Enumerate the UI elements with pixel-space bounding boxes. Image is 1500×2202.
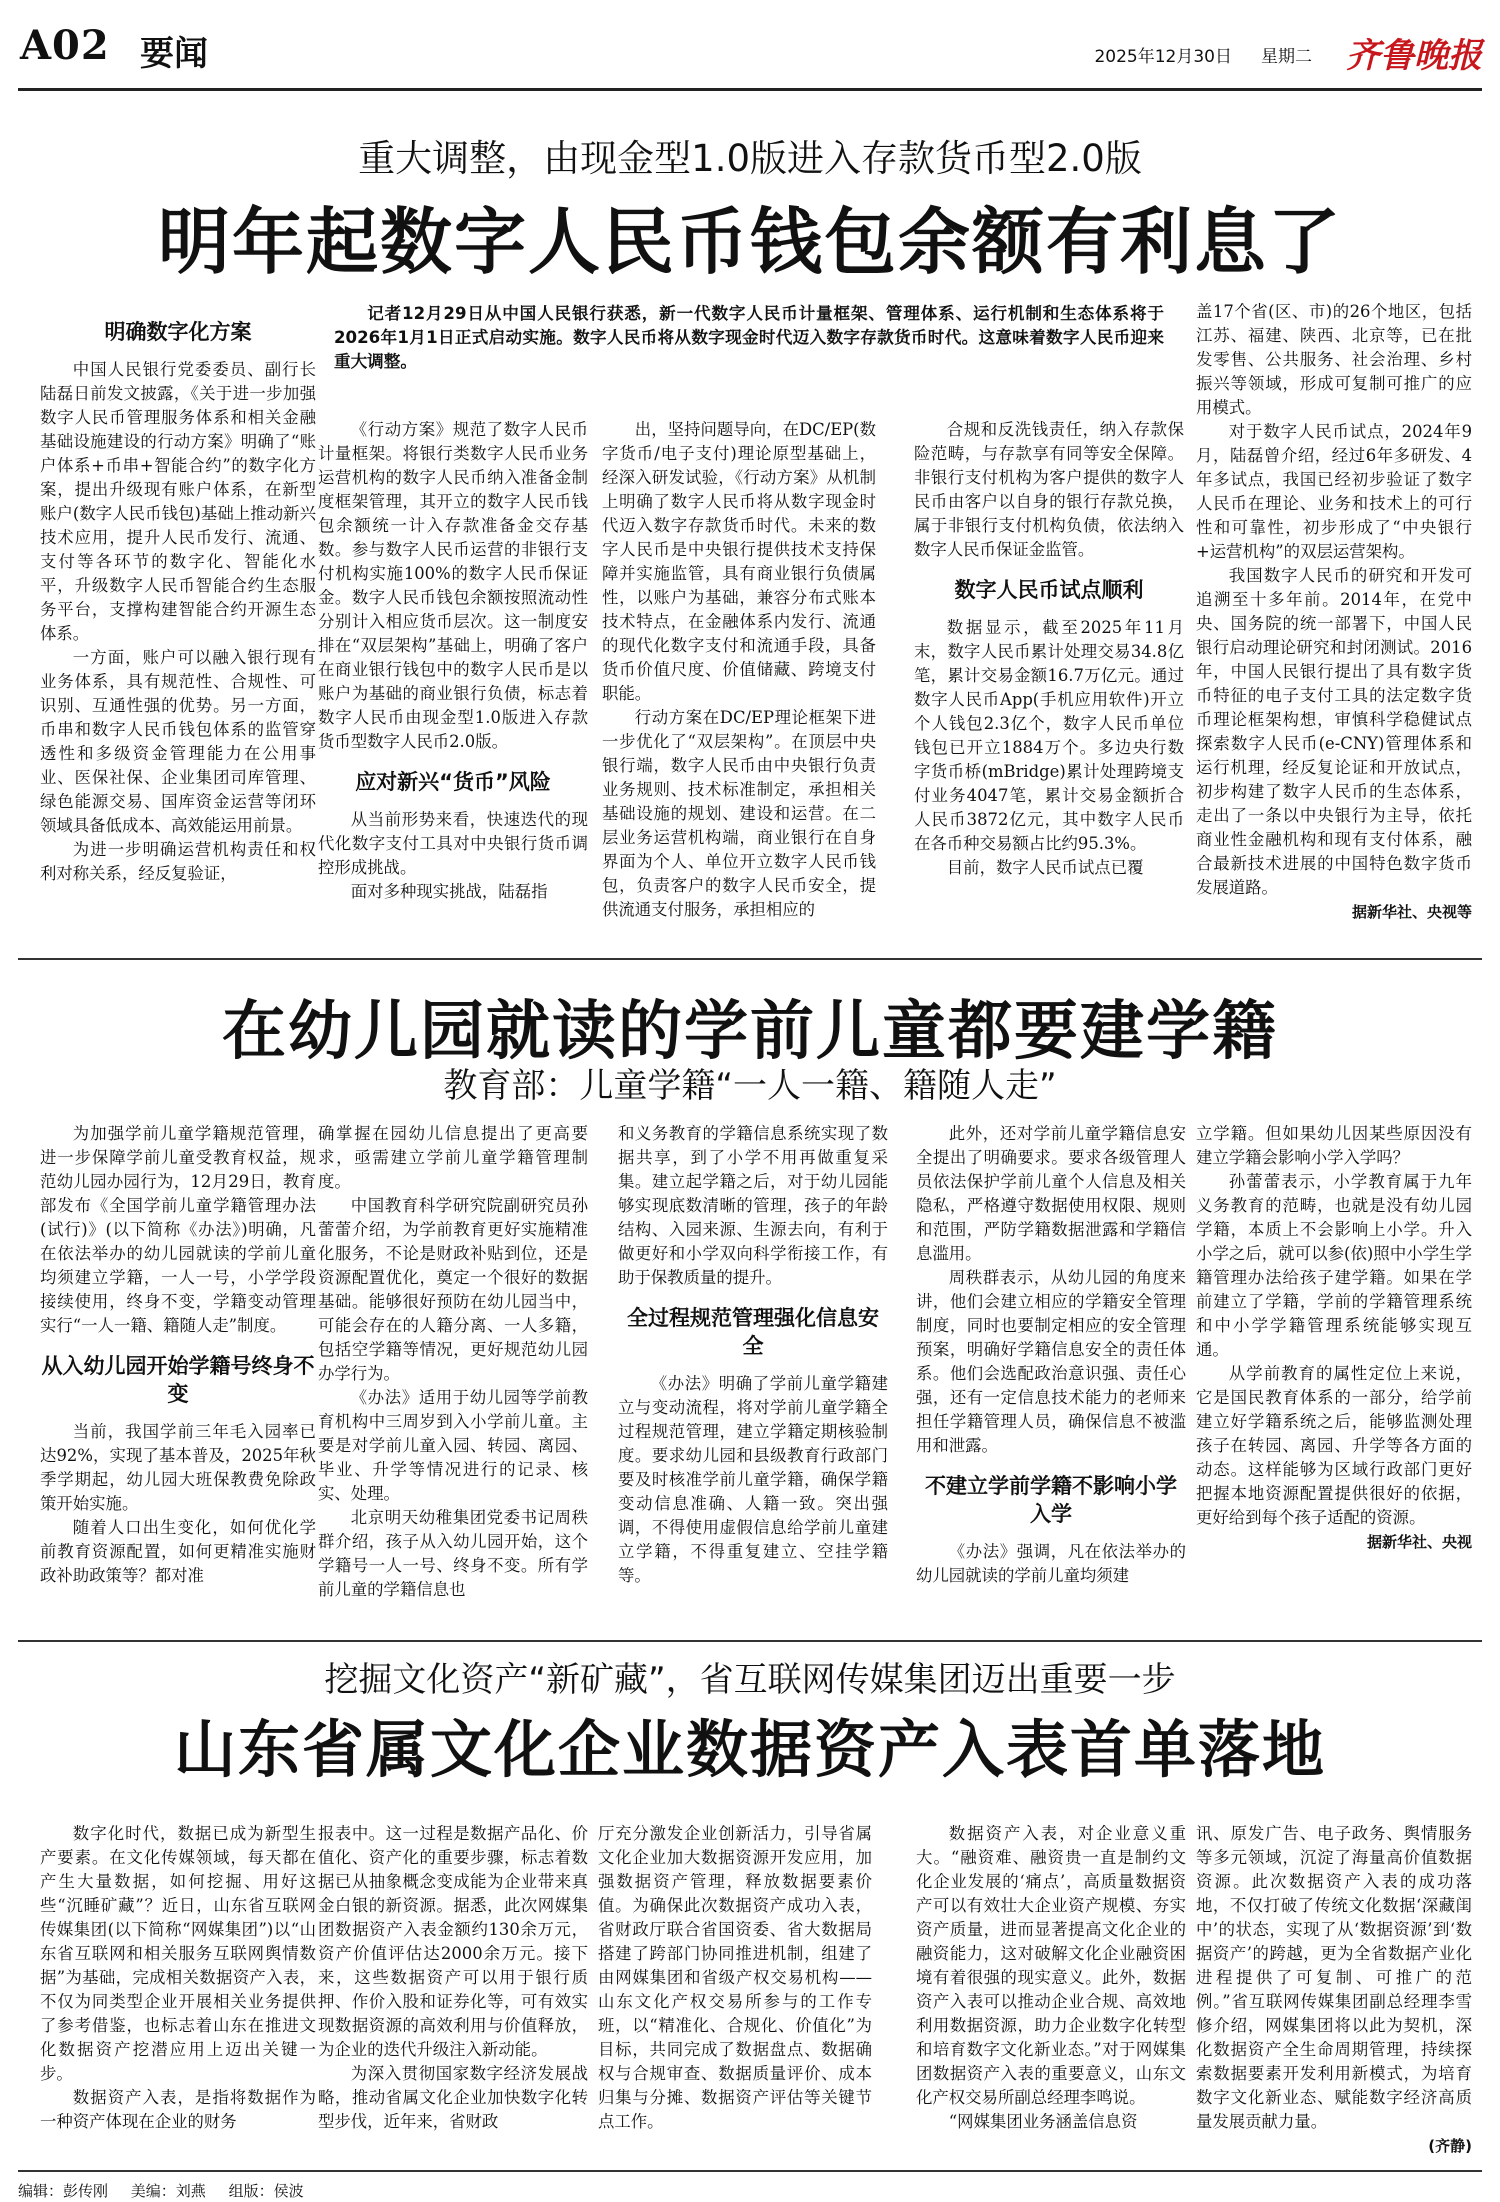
article1-paragraph: 行动方案在DC/EP理论框架下进一步优化了“双层架构”。在顶层中央银行端，数字人民币由中央银行负责业务规则、技术标准制定，承担相关基础设施的规划、建设和运营。在二层业务运营机构端，商业银行在自身界面为个人、单位开立数字人民币钱包，负责客户的数字人民币安全，提供流通支付服务，承担相应的 <box>602 708 876 919</box>
article3-paragraph: 厅充分激发企业创新活力，引导省属文化企业加大数据资源开发应用，加强数据资产管理，释放数据要素价值。为确保此次数据资产成功入表，省财政厅联合省国资委、省大数据局搭建了跨部门协同推进机制，组建了由网媒集团和省级产权交易机构——山东文化产权交易所参与的工作专班，以“精准化、合规化、价值化”为目标，共同完成了数据盘点、数据确权与合规审查、数据质量评价、成本归集与分摊、数据资产评估等关键节点工作。 <box>598 1824 872 2131</box>
article2-paragraph: 《办法》适用于幼儿园等学前教育机构中三周岁到入小学前儿童。主要是对学前儿童入园、转园、离园、毕业、升学等情况进行的记录、核实、处理。 <box>318 1388 588 1503</box>
article2-paragraph: 北京明天幼稚集团党委书记周秩群介绍，孩子从入幼儿园开始，这个学籍号一人一号、终身不变。所有学前儿童的学籍信息也 <box>318 1508 588 1599</box>
section-divider <box>18 958 1482 960</box>
article1-paragraph: 一方面，账户可以融入银行现有业务体系，具有规范性、合规性、可识别、互通性强的优势。另一方面，币串和数字人民币钱包体系的监管穿透性和多级资金管理能力在公用事业、医保社保、企业集团司库管理、绿色能源交易、国库资金运营等闭环领域具备低成本、高效能运用前景。 <box>40 648 316 835</box>
article2-paragraph: 周秩群表示，从幼儿园的角度来讲，他们会建立相应的学籍安全管理制度，同时也要制定相应的安全管理预案，明确好学籍信息安全的责任体系。他们会选配政治意识强、责任心强，还有一定信息技术能力的老师来担任学籍管理人员，确保信息不被滥用和泄露。 <box>916 1268 1186 1455</box>
article2-paragraph: 中国教育科学研究院副研究员孙蕾蕾介绍，为学前教育更好实施精准化服务，不论是财政补贴到位，还是资源配置优化，奠定一个很好的数据基础。能够很好预防在幼儿园当中，可能会存在的人籍分离、一人多籍，包括空学籍等情况，更好规范幼儿园办学行为。 <box>318 1196 588 1383</box>
article2-subheading-2: 全过程规范管理强化信息安全 <box>627 1306 879 1358</box>
article2-paragraph: 随着人口出生变化，如何优化学前教育资源配置，如何更精准实施财政补助政策等？都对准 <box>40 1518 316 1585</box>
article3-column-4 <box>916 1822 1186 2162</box>
article2-paragraph: 当前，我国学前三年毛入园率已达92%，实现了基本普及，2025年秋季学期起，幼儿园大班保教费免除政策开始实施。 <box>40 1422 316 1513</box>
article1-paragraph: 盖17个省(区、市)的26个地区，包括江苏、福建、陕西、北京等，已在批发零售、公共服务、社会治理、乡村振兴等领域，形成可复制可推广的应用模式。 <box>1196 302 1472 417</box>
article3-column-5 <box>1196 1822 1472 2162</box>
editor-credit: 编辑：彭传刚 <box>18 2182 109 2200</box>
article1-title: 明年起数字人民币钱包余额有利息了 <box>157 199 1342 284</box>
article2-paragraph: 立学籍。但如果幼儿因某些原因没有建立学籍会影响小学入学吗？ <box>1196 1124 1472 1167</box>
article3-title: 山东省属文化企业数据资产入表首单落地 <box>173 1713 1326 1786</box>
article3-column-2 <box>318 1822 588 2162</box>
article1-subheading-1: 明确数字化方案 <box>104 320 252 344</box>
article3-kicker: 挖掘文化资产“新矿藏”，省互联网传媒集团迈出重要一步 <box>324 1660 1176 1700</box>
article1-paragraph: 目前，数字人民币试点已覆 <box>946 858 1144 877</box>
article3-paragraph: 为深入贯彻国家数字经济发展战略，推动省属文化企业加快数字化转型步伐，近年来，省财政 <box>318 2064 588 2131</box>
section-divider <box>18 1640 1482 1642</box>
page-footer <box>18 2170 1482 2201</box>
article1-paragraph: 我国数字人民币的研究和开发可追溯至十多年前。2014年，在党中央、国务院的统一部署下，中国人民银行启动理论研究和封闭测试。2016年，中国人民银行提出了具有数字货币特征的电子支付工具的法定数字货币理论框架构想，审慎科学稳健试点探索数字人民币(e-CNY)管理体系和运行机理，经反复论证和开放试点，初步构建了数字人民币的生态体系，走出了一条以中央银行为主导，依托商业性金融机构和现有支付体系，融合最新技术进展的中国特色数字货币发展道路。 <box>1196 566 1472 897</box>
article3-paragraph: 讯、原发广告、电子政务、舆情服务等多元领域，沉淀了海量高价值数据资源。此次数据资产入表的成功落地，不仅打破了传统文化数据‘深藏闺中’的状态，实现了从‘数据资源’到‘数据资产’的跨越，更为全省数据产业化进程提供了可复制、可推广的范例。”省互联网传媒集团副总经理李雪修介绍，网媒集团将以此为契机，深化数据资产全生命周期管理，持续探索数据要素开发利用新模式，为培育数字文化新业态、赋能数字经济高质量发展贡献力量。 <box>1196 1824 1472 2131</box>
article2-subheading-3: 不建立学前学籍不影响小学入学 <box>925 1474 1177 1526</box>
article2-title: 在幼儿园就读的学前儿童都要建学籍 <box>222 994 1278 1069</box>
article2-paragraph: 《办法》强调，凡在依法举办的幼儿园就读的学前儿童均须建 <box>916 1542 1186 1585</box>
article1-paragraph: 出，坚持问题导向，在DC/EP(数字货币/电子支付)理论原型基础上，经深入研发试验，《行动方案》从机制上明确了数字人民币将从数字现金时代迈入数字存款货币时代。未来的数字人民币是中央银行提供技术支持保障并实施监管，具有商业银行负债属性，以账户为基础，兼容分布式账本技术特点，在金融体系内发行、流通的现代化数字支付和流通手段，具备货币价值尺度、价值储藏、跨境支付职能。 <box>602 420 876 703</box>
article1-column-3 <box>602 418 876 940</box>
article1-column-1 <box>40 318 316 940</box>
article2-paragraph: 和义务教育的学籍信息系统实现了数据共享，到了小学不用再做重复采集。建立起学籍之后，对于幼儿园能够实现底数清晰的管理，孩子的年龄结构、入园来源、生源去向，有利于做更好和小学双向科学衔接工作，有助于保教质量的提升。 <box>618 1124 888 1287</box>
article1-kicker: 重大调整，由现金型1.0版进入存款货币型2.0版 <box>358 137 1142 180</box>
article3-paragraph: 报表中。这一过程是数据产品化、价值化、资产化的重要步骤，标志着数据已从抽象概念变成能为企业带来真金白银的新资源。据悉，此次网媒集团数据资产入表金额约130余万元，资产价值评估达2000余万元。接下来，这些数据资产可以用于银行质押、作价入股和证券化等，可有效实现数据资源的高效利用与价值释放，为企业的迭代升级注入新动能。 <box>318 1824 588 2059</box>
article2-paragraph: 从学前教育的属性定位上来说，它是国民教育体系的一部分，给学前建立好学籍系统之后，能够监测处理孩子在转园、离园、升学等各方面的动态。这样能够为区域行政部门更好把握本地资源配置提供很好的依据，更好给到每个孩子适配的资源。 <box>1196 1364 1472 1527</box>
article3-column-1 <box>40 1822 316 2162</box>
article3-paragraph: 数据资产入表，对企业意义重大。“融资难、融资贵一直是制约文化企业发展的‘痛点’，高质量数据资产可以有效壮大企业资产规模、夯实资产质量，进而显著提高文化企业的融资能力，这对破解文化企业融资困境有着很强的现实意义。此外，数据资产入表可以推动企业合规、高效地利用数据资源，助力企业数字化转型和培育数字文化新业态。”对于网媒集团数据资产入表的重要意义，山东文化产权交易所副总经理李鸣说。 <box>916 1824 1186 2107</box>
article1-column-5 <box>1196 300 1472 940</box>
article1-paragraph: 对于数字人民币试点，2024年9月，陆磊曾介绍，经过6年多研发、4年多试点，我国已经初步验证了数字人民币在理论、业务和技术上的可行性和可靠性，初步形成了“中央银行+运营机构”的双层运营架构。 <box>1196 422 1472 561</box>
article1-paragraph: 《行动方案》规范了数字人民币计量框架。将银行类数字人民币业务运营机构的数字人民币纳入准备金制度框架管理，其开立的数字人民币钱包余额统一计入存款准备金交存基数。参与数字人民币运营的非银行支付机构实施100%的数字人民币保证金。数字人民币钱包余额按照流动性分别计入相应货币层次。这一制度安排在“双层架构”基础上，明确了客户在商业银行钱包中的数字人民币是以账户为基础的商业银行负债，标志着数字人民币由现金型1.0版进入存款货币型数字人民币2.0版。 <box>318 420 588 751</box>
article1-subheading-3: 数字人民币试点顺利 <box>954 578 1144 602</box>
newspaper-logo: 齐鲁晚报 <box>1346 36 1482 76</box>
article1-paragraph: 面对多种现实挑战，陆磊指 <box>350 882 548 901</box>
article2-paragraph: 为加强学前儿童学籍规范管理，进一步保障学前儿童受教育权益，规范幼儿园办园行为，12月29日，教育部发布《全国学前儿童学籍管理办法(试行)》(以下简称《办法》)明确，凡在依法举办的幼儿园就读的学前儿童均须建立学籍，一人一号，小学学段接续使用，终身不变，学籍变动管理实行“一人一籍、籍随人走”制度。 <box>40 1124 316 1335</box>
article3-column-3 <box>598 1822 872 2162</box>
masthead <box>18 10 1482 91</box>
article1-source: 据新华社、央视等 <box>1351 903 1472 921</box>
issue-date: 2025年12月30日 <box>1094 47 1232 67</box>
article3-source: (齐静) <box>1428 2137 1472 2155</box>
article1-paragraph: 从当前形势来看，快速迭代的现代化数字支付工具对中央银行货币调控形成挑战。 <box>318 810 588 877</box>
article2-paragraph: 此外，还对学前儿童学籍信息安全提出了明确要求。要求各级管理人员依法保护学前儿童个人信息及相关隐私，严格遵守数据使用权限、规则和范围，严防学籍数据泄露和学籍信息滥用。 <box>916 1124 1186 1263</box>
article1-column-4 <box>914 418 1184 940</box>
article2-kicker: 教育部：儿童学籍“一人一籍、籍随人走” <box>443 1066 1057 1106</box>
article2-column-5 <box>1196 1122 1472 1630</box>
issue-weekday: 星期二 <box>1261 47 1312 67</box>
article3-paragraph: 数据资产入表，是指将数据作为一种资产体现在企业的财务 <box>40 2088 316 2131</box>
section-name: 要闻 <box>140 34 208 74</box>
layout-credit: 组版：侯波 <box>228 2182 304 2200</box>
article2-paragraph: 确掌握在园幼儿信息提出了更高要求，亟需建立学前儿童学籍管理制度。 <box>318 1124 588 1191</box>
article2-column-2 <box>318 1122 588 1630</box>
art-editor-credit: 美编：刘燕 <box>130 2182 206 2200</box>
article2-paragraph: 孙蕾蕾表示，小学教育属于九年义务教育的范畴，也就是没有幼儿园学籍，本质上不会影响上小学。升入小学之后，就可以参(依)照中小学生学籍管理办法给孩子建学籍。如果在学前建立了学籍，学前的学籍管理系统和中小学学籍管理系统能够实现互通。 <box>1196 1172 1472 1359</box>
article2-source: 据新华社、央视 <box>1366 1533 1472 1551</box>
article2-subheading-1: 从入幼儿园开始学籍号终身不变 <box>41 1354 315 1406</box>
article1-paragraph: 数据显示，截至2025年11月末，数字人民币累计处理交易34.8亿笔，累计交易金额16.7万亿元。通过数字人民币App(手机应用软件)开立个人钱包2.3亿个，数字人民币单位钱包已开立1884万个。多边央行数字货币桥(mBridge)累计处理跨境支付业务4047笔，累计交易金额折合人民币3872亿元，其中数字人民币在各币种交易额占比约95.3%。 <box>914 618 1184 853</box>
article1-paragraph: 中国人民银行党委委员、副行长陆磊日前发文披露，《关于进一步加强数字人民币管理服务体系和相关金融基础设施建设的行动方案》明确了“账户体系+币串+智能合约”的数字化方案，提出升级现有账户体系，在新型账户(数字人民币钱包)基础上推动新兴技术应用，提升人民币发行、流通、支付等各环节的数字化、智能化水平，升级数字人民币智能合约生态服务平台，支撑构建智能合约开源生态体系。 <box>40 360 316 643</box>
article1-lead <box>334 302 1164 374</box>
article3-paragraph: “网媒集团业务涵盖信息资 <box>948 2112 1138 2131</box>
article1-lead-text: 记者12月29日从中国人民银行获悉，新一代数字人民币计量框架、管理体系、运行机制和生态体系将于2026年1月1日正式启动实施。数字人民币将从数字现金时代迈入数字存款货币时代。这意味着数字人民币迎来重大调整。 <box>334 304 1164 371</box>
article3-paragraph: 数字化时代，数据已成为新型生产要素。在文化传媒领域，每天都在产生大量数据，如何挖掘、用好这些“沉睡矿藏”？近日，山东省互联网传媒集团(以下简称“网媒集团”)以“山东省互联网和相关服务互联网舆情数据”为基础，完成相关数据资产入表，不仅为同类型企业开展相关业务提供了参考借鉴，也标志着山东在推进文化数据资产挖潜应用上迈出关键一步。 <box>40 1824 316 2083</box>
article1-paragraph: 为进一步明确运营机构责任和权利对称关系，经反复验证， <box>40 840 316 883</box>
page-number: A02 <box>20 22 110 69</box>
article2-column-1 <box>40 1122 316 1630</box>
article2-paragraph: 《办法》明确了学前儿童学籍建立与变动流程，将对学前儿童学籍全过程规范管理，建立学籍定期核验制度。要求幼儿园和县级教育行政部门要及时核准学前儿童学籍，确保学籍变动信息准确、人籍一致。突出强调，不得使用虚假信息给学前儿童建立学籍，不得重复建立、空挂学籍等。 <box>618 1374 888 1585</box>
article1-paragraph: 合规和反洗钱责任，纳入存款保险范畴，与存款享有同等安全保障。非银行支付机构为客户提供的数字人民币由客户以自身的银行存款兑换，属于非银行支付机构负债，依法纳入数字人民币保证金监管。 <box>914 420 1184 559</box>
article1-subheading-2: 应对新兴“货币”风险 <box>355 770 551 794</box>
article2-column-3 <box>618 1122 888 1630</box>
article1-column-2 <box>318 418 588 940</box>
article2-column-4 <box>916 1122 1186 1630</box>
